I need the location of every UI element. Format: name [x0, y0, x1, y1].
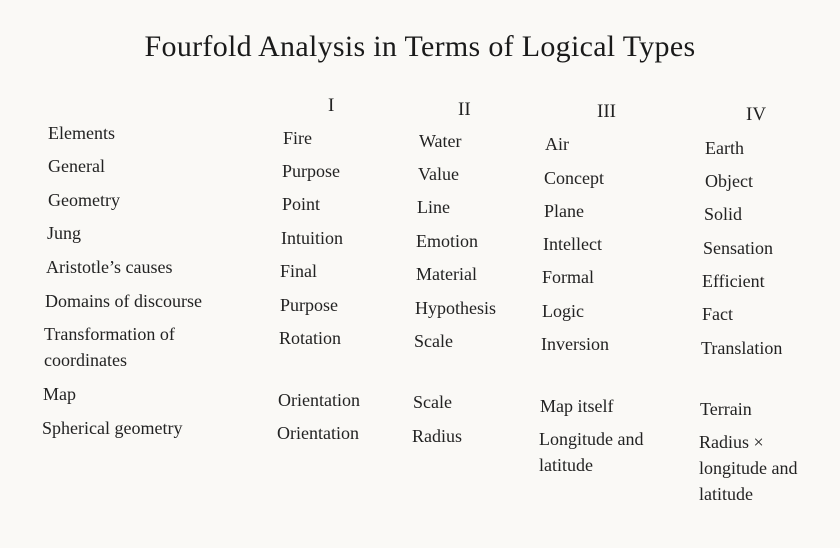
cell-domains-1: Purpose — [280, 295, 338, 315]
column-header-1: I — [328, 95, 335, 116]
cell-domains-2: Hypothesis — [415, 298, 496, 318]
cell-geometry-1: Point — [282, 194, 321, 214]
row-label-jung: Jung — [47, 223, 82, 243]
cell-aristotle-2: Material — [416, 264, 477, 284]
row-label-aristotles-causes: Aristotle’s causes — [46, 257, 173, 277]
cell-jung-4: Sensation — [703, 238, 773, 258]
cell-spherical-1: Orientation — [277, 423, 359, 443]
cell-elements-3: Air — [545, 134, 569, 154]
row-label-geometry: Geometry — [48, 190, 120, 210]
cell-general-4: Object — [705, 171, 753, 191]
cell-transformation-4: Translation — [701, 338, 783, 358]
cell-geometry-2: Line — [417, 197, 450, 217]
column-header-4: IV — [746, 104, 767, 125]
cell-general-2: Value — [418, 164, 459, 184]
cell-jung-2: Emotion — [416, 231, 478, 251]
cell-elements-2: Water — [419, 131, 462, 151]
cell-domains-3: Logic — [542, 301, 584, 321]
cell-aristotle-1: Final — [280, 261, 318, 281]
cell-map-3: Map itself — [540, 396, 614, 416]
cell-general-1: Purpose — [282, 161, 340, 181]
row-label-spherical-geometry: Spherical geometry — [42, 418, 183, 438]
column-header-2: II — [458, 99, 471, 120]
cell-jung-1: Intuition — [281, 228, 343, 248]
cell-transformation-3: Inversion — [541, 334, 609, 354]
cell-jung-3: Intellect — [543, 234, 602, 254]
cell-geometry-4: Solid — [704, 204, 743, 224]
row-label-general: General — [48, 156, 105, 176]
cell-spherical-4: Radius × longitude and latitude — [699, 432, 798, 504]
cell-general-3: Concept — [544, 168, 604, 188]
page-title: Fourfold Analysis in Terms of Logical Types — [144, 30, 696, 63]
row-label-domains-of-discourse: Domains of discourse — [45, 291, 202, 311]
cell-transformation-1: Rotation — [279, 328, 341, 348]
cell-aristotle-4: Efficient — [702, 271, 765, 291]
cell-map-1: Orientation — [278, 390, 360, 410]
cell-domains-4: Fact — [702, 304, 733, 324]
cell-map-4: Terrain — [700, 399, 752, 419]
row-label-map: Map — [43, 384, 76, 404]
row-label-transformation-of-coordinates: Transformation of coordinates — [44, 324, 175, 370]
cell-elements-4: Earth — [705, 138, 744, 158]
cell-elements-1: Fire — [283, 128, 312, 148]
cell-geometry-3: Plane — [544, 201, 584, 221]
cell-spherical-2: Radius — [412, 426, 463, 446]
cell-transformation-2: Scale — [414, 331, 453, 351]
cell-map-2: Scale — [413, 392, 452, 412]
row-label-elements: Elements — [48, 123, 115, 143]
cell-spherical-3: Longitude and latitude — [539, 429, 644, 475]
column-header-3: III — [597, 101, 616, 122]
cell-aristotle-3: Formal — [542, 267, 594, 287]
